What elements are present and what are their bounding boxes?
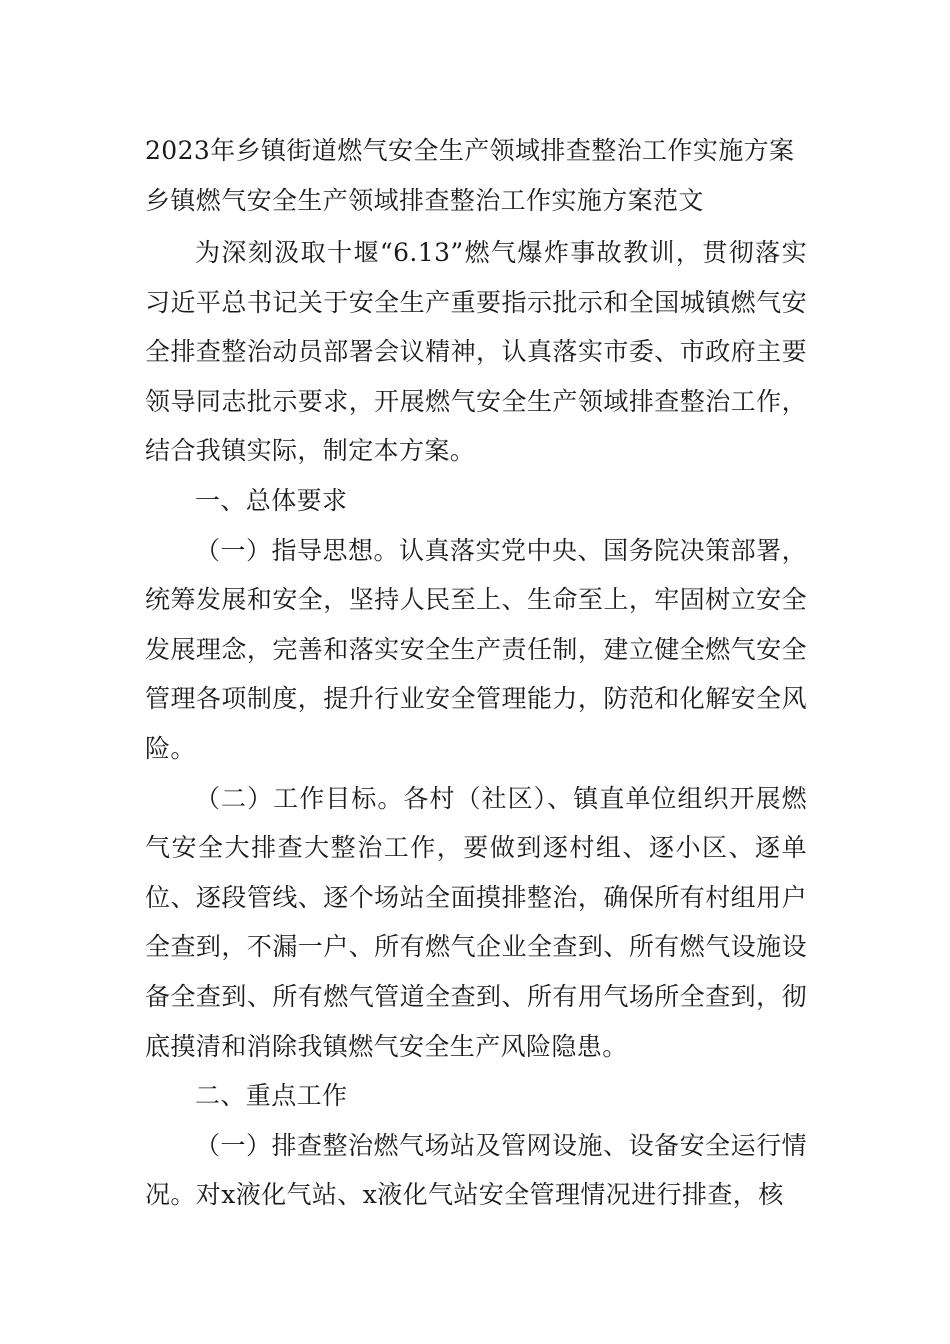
paragraph-station-inspection: （一）排查整治燃气场站及管网设施、设备安全运行情况。对x液化气站、x液化气站安全管理情况进行排查，核 bbox=[145, 1130, 807, 1210]
intro-paragraph: 为深刻汲取十堰“6.13”燃气爆炸事故教训，贯彻落实习近平总书记关于安全生产重要指示批示和全国城镇燃气安全排查整治动员部署会议精神，认真落实市委、市政府主要领导同志批示要求，开展燃气安全生产领域排查整治工作，结合我镇实际，制定本方案。 bbox=[145, 238, 807, 466]
paragraph-work-goals: （二）工作目标。各村（社区）、镇直单位组织开展燃气安全大排查大整治工作，要做到逐村组、逐小区、逐单位、逐段管线、逐个场站全面摸排整治，确保所有村组用户全查到，不漏一户、所有燃气企业全查到、所有燃气设施设备全查到、所有燃气管道全查到、所有用气场所全查到，彻底摸清和消除我镇燃气安全生产风险隐患。 bbox=[145, 783, 807, 1061]
section-heading-general-requirements: 一、总体要求 bbox=[195, 485, 348, 515]
document-title-line-2: 乡镇燃气安全生产领域排查整治工作实施方案范文 bbox=[145, 186, 704, 215]
paragraph-guiding-ideology: （一）指导思想。认真落实党中央、国务院决策部署，统筹发展和安全，坚持人民至上、生命至上，牢固树立安全发展理念，完善和落实安全生产责任制，建立健全燃气安全管理各项制度，提升行业安全管理能力，防范和化解安全风险。 bbox=[145, 535, 807, 763]
document-title-line-1: 2023年乡镇街道燃气安全生产领域排查整治工作实施方案 bbox=[145, 136, 795, 165]
section-heading-key-work: 二、重点工作 bbox=[195, 1081, 348, 1111]
document-body bbox=[145, 126, 807, 1220]
